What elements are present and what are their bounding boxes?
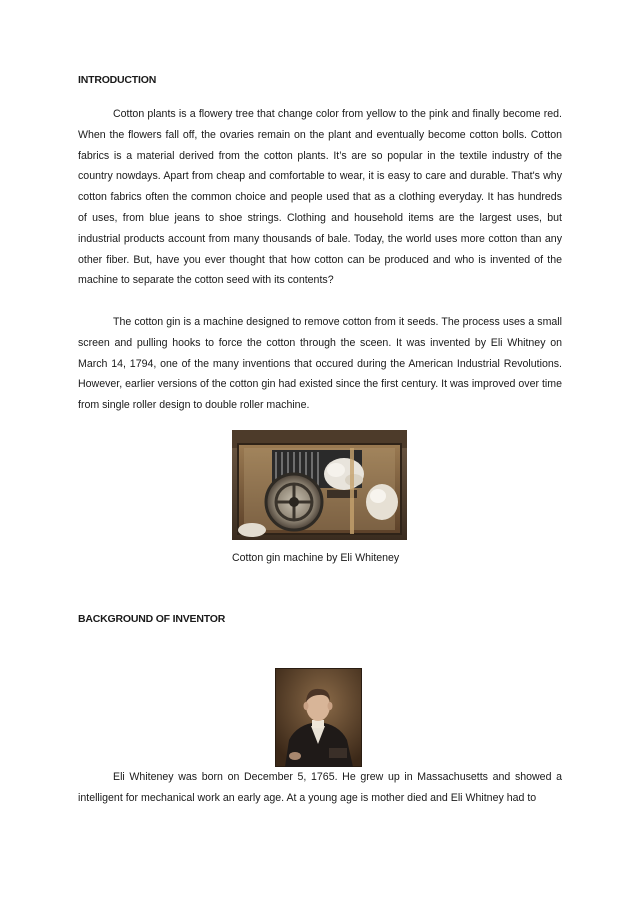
introduction-paragraph-2: The cotton gin is a machine designed to remove cotton from it seeds. The process uses a small screen and pulling hooks to force the cotton through the sceen. It was invented by Eli Whitney on March 14, 1794, one of the many inventions that occured during the American Industrial Revolutions. However, earlier versions of the cotton gin had existed since the first century. It was improved over time from single roller design to double roller machine. xyxy=(78,316,562,412)
background-paragraph-1: Eli Whiteney was born on December 5, 1765. He grew up in Massachusetts and showed a intelligent for mechanical work an early age. At a young age is mother died and Eli Whitney had to xyxy=(78,771,562,804)
introduction-heading: INTRODUCTION xyxy=(78,74,157,86)
background-heading: BACKGROUND OF INVENTOR xyxy=(78,613,226,625)
introduction-paragraph-1: Cotton plants is a flowery tree that change color from yellow to the pink and finally become red. When the flowers fall off, the ovaries remain on the plant and eventually become cotton bolls. Cotton fabrics is a material derived from the cotton plants. It’s are so popular in the textile industry of the country nowdays. Apart from cheap and comfortable to wear, it is easy to care and durable. That's why cotton fabrics often the common choice and people used that as a clothing everyday. It has hundreds of uses, from blue jeans to shoe strings. Clothing and household items are the largest uses, but industrial products account from many thousands of bale. Today, the world uses more cotton than any other fiber. But, have you ever thought that how cotton can be produced and who is invented of the machine to separate the cotton seed with its contents? xyxy=(78,108,562,287)
cotton-gin-illustration xyxy=(232,430,407,540)
portrait-illustration xyxy=(275,668,362,767)
cotton-gin-photo xyxy=(232,430,407,540)
eli-whitney-portrait xyxy=(275,668,362,767)
cotton-gin-caption: Cotton gin machine by Eli Whiteney xyxy=(232,552,400,564)
